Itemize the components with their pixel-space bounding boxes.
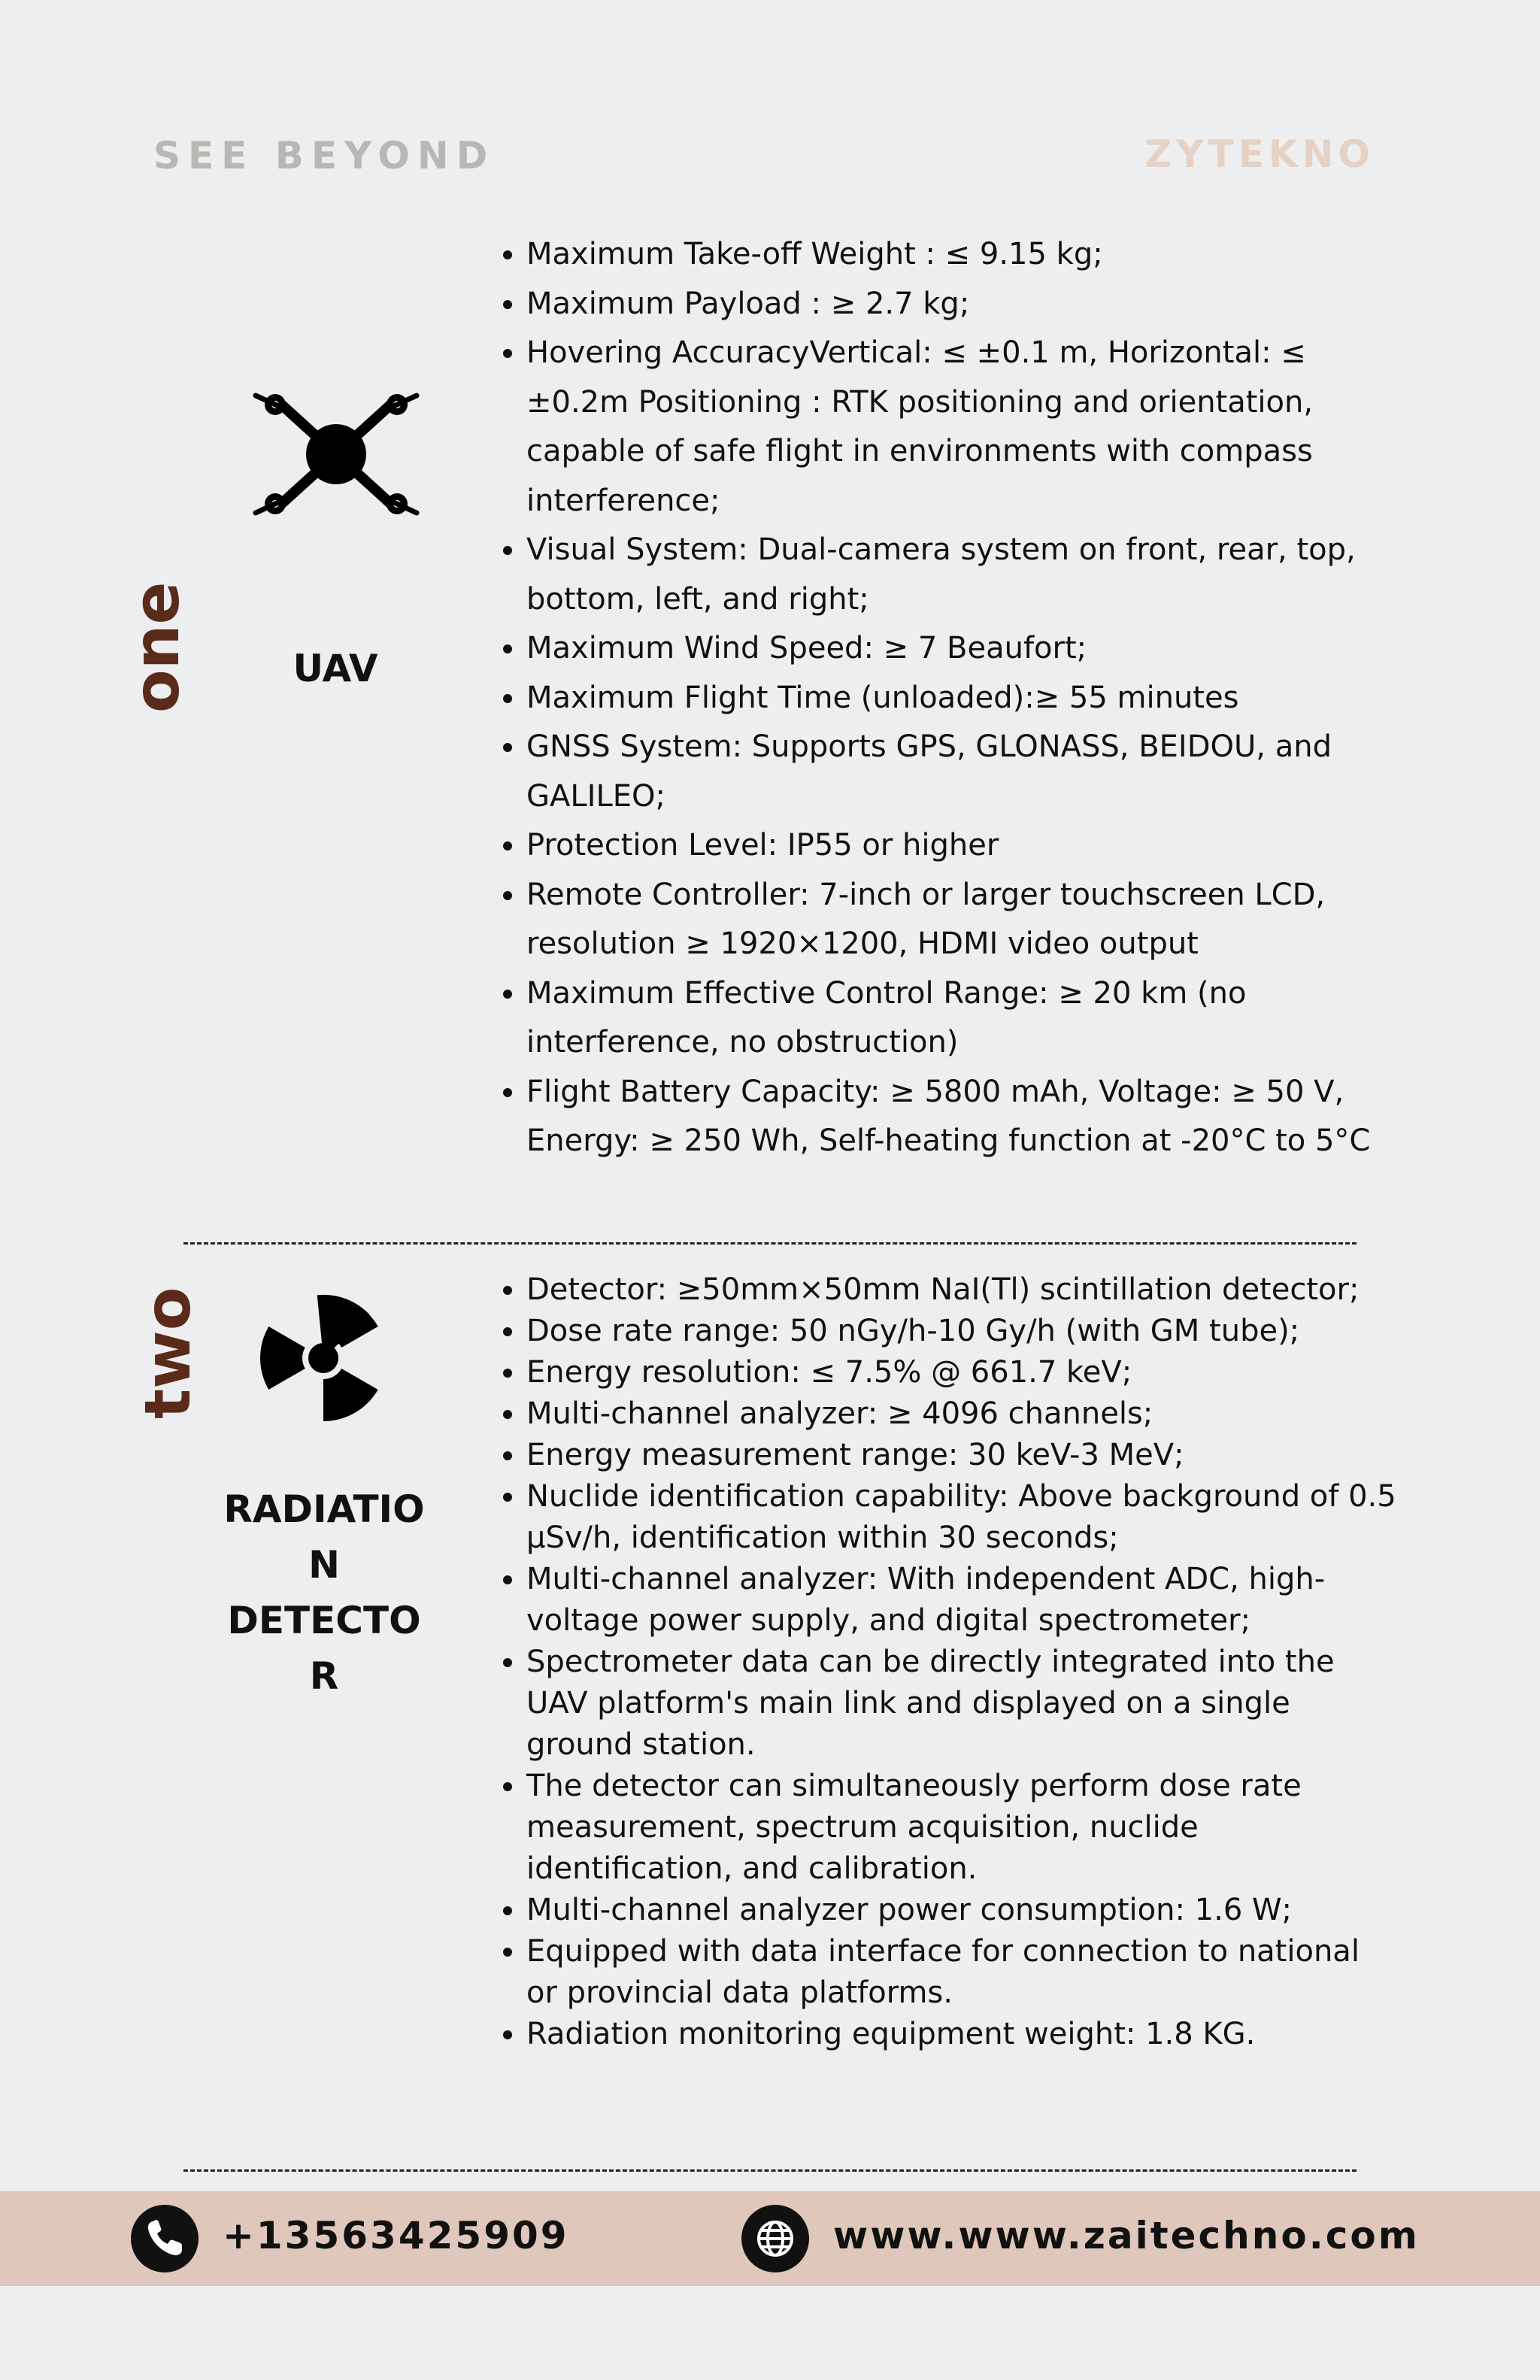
list-item: • Maximum Wind Speed: ≥ 7 Beaufort;	[526, 624, 1399, 674]
list-item: • Multi-channel analyzer: ≥ 4096 channels;	[526, 1393, 1399, 1435]
list-item: • Energy resolution: ≤ 7.5% @ 661.7 keV;	[526, 1352, 1399, 1393]
uav-spec-list	[481, 230, 1399, 1166]
list-item: • Maximum Flight Time (unloaded):≥ 55 minutes	[526, 674, 1399, 723]
list-item: • Maximum Take-off Weight : ≤ 9.15 kg;	[526, 230, 1399, 280]
tagline: SEE BEYOND	[153, 134, 496, 177]
list-item: • GNSS System: Supports GPS, GLONASS, BEIDOU, and GALILEO;	[526, 723, 1399, 821]
label-line: DETECTO	[227, 1599, 421, 1642]
list-item: • Multi-channel analyzer: With independent ADC, high-voltage power supply, and digital spectrometer;	[526, 1559, 1399, 1642]
list-item: • Energy measurement range: 30 keV-3 MeV;	[526, 1435, 1399, 1476]
section-divider	[183, 2169, 1357, 2172]
list-item: • Multi-channel analyzer power consumption: 1.6 W;	[526, 1890, 1399, 1931]
contact-footer	[0, 2191, 1540, 2286]
list-item: • Nuclide identification capability: Above background of 0.5 μSv/h, identification within 30 seconds;	[526, 1476, 1399, 1559]
globe-icon[interactable]	[741, 2205, 809, 2272]
section-divider	[183, 1242, 1357, 1245]
detector-spec-list	[481, 1269, 1399, 2055]
phone-number[interactable]: +13563425909	[223, 2214, 569, 2257]
website-link[interactable]: www.www.zaitechno.com	[833, 2214, 1420, 2257]
label-line: N	[308, 1543, 340, 1587]
section-label-radiation-detector	[215, 1481, 433, 1704]
list-item: • Remote Controller: 7-inch or larger touchscreen LCD, resolution ≥ 1920×1200, HDMI video output	[526, 871, 1399, 969]
label-line: RADIATIO	[223, 1487, 425, 1531]
brand-name: ZYTEKNO	[1144, 132, 1375, 176]
list-item: • Maximum Effective Control Range: ≥ 20 km (no interference, no obstruction)	[526, 969, 1399, 1068]
list-item: • Detector: ≥50mm×50mm NaI(Tl) scintillation detector;	[526, 1269, 1399, 1311]
radiation-icon	[253, 1292, 394, 1424]
section-number-two: two	[131, 1287, 205, 1419]
list-item: • Radiation monitoring equipment weight: 1.8 KG.	[526, 2014, 1399, 2055]
list-item: • Flight Battery Capacity: ≥ 5800 mAh, Voltage: ≥ 50 V, Energy: ≥ 250 Wh, Self-heating function at -20°C to 5°C	[526, 1068, 1399, 1166]
list-item: • Hovering AccuracyVertical: ≤ ±0.1 m, Horizontal: ≤ ±0.2m Positioning : RTK positioning and orientation, capable of safe flight in environments with compass interference;	[526, 329, 1399, 526]
label-line: R	[309, 1654, 339, 1698]
list-item: • Maximum Payload : ≥ 2.7 kg;	[526, 280, 1399, 329]
list-item: • Dose rate range: 50 nGy/h-10 Gy/h (with GM tube);	[526, 1311, 1399, 1352]
drone-icon	[253, 374, 420, 534]
section-number-one: one	[120, 581, 193, 713]
section-label-uav: UAV	[293, 647, 378, 690]
list-item: • Spectrometer data can be directly integrated into the UAV platform's main link and displayed on a single ground station.	[526, 1642, 1399, 1766]
phone-icon[interactable]	[131, 2205, 199, 2272]
list-item: • Protection Level: IP55 or higher	[526, 821, 1399, 871]
list-item: • Equipped with data interface for connection to national or provincial data platforms.	[526, 1931, 1399, 2014]
list-item: • The detector can simultaneously perform dose rate measurement, spectrum acquisition, nuclide identification, and calibration.	[526, 1766, 1399, 1890]
list-item: • Visual System: Dual-camera system on front, rear, top, bottom, left, and right;	[526, 526, 1399, 624]
